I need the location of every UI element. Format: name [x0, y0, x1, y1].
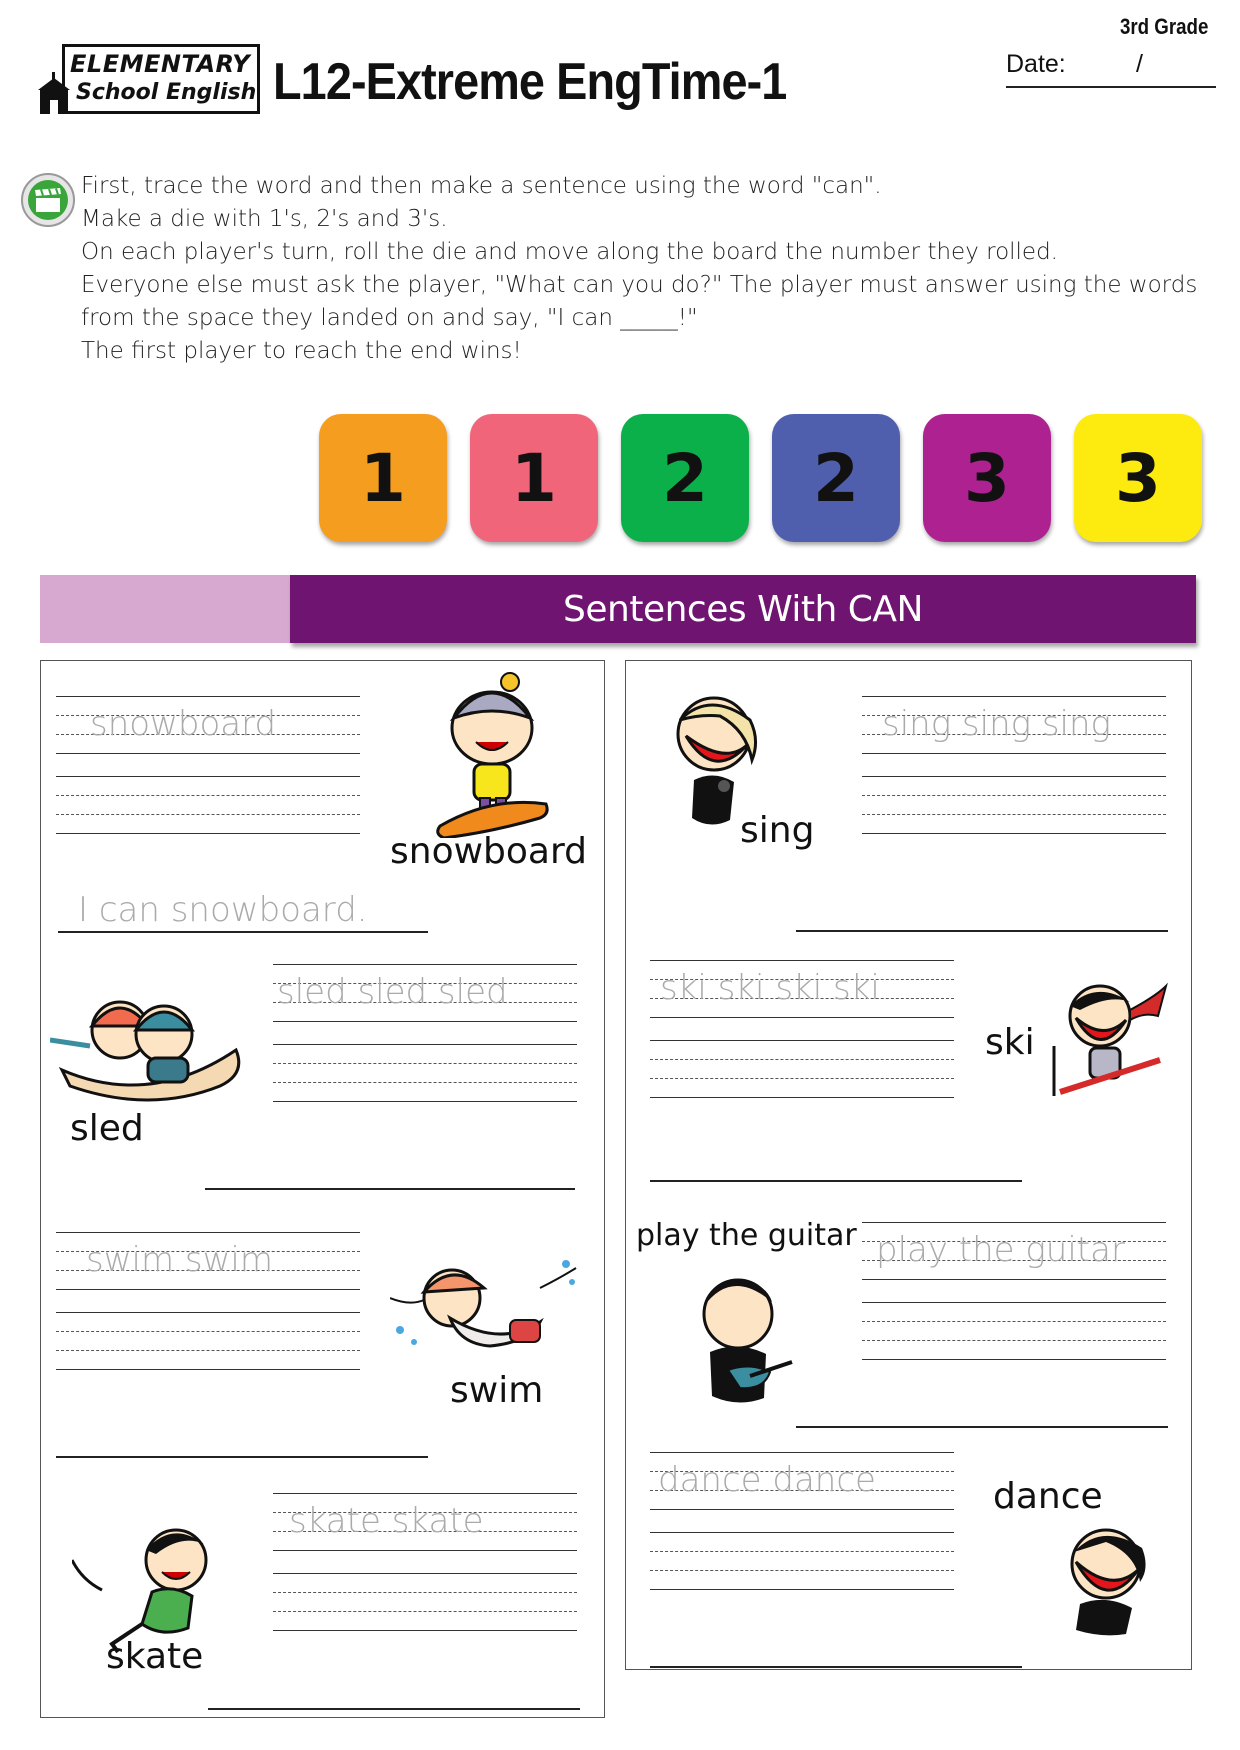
writing-lines-snowboard[interactable]	[56, 696, 360, 856]
trace-word: snowboard	[90, 704, 277, 744]
activity-label: dance	[993, 1476, 1103, 1517]
die-face: 3	[1074, 414, 1202, 542]
die-face: 2	[772, 414, 900, 542]
snowboarder-illustration	[432, 668, 552, 838]
instructions	[81, 170, 1231, 368]
writing-lines-sing[interactable]	[862, 696, 1166, 856]
instruction-line: First, trace the word and then make a sentence using the word "can".	[81, 173, 882, 199]
instruction-line: Everyone else must ask the player, "What can you do?" The player must answer using the words	[81, 272, 1198, 298]
instruction-line: On each player's turn, roll the die and move along the board the number they rolled.	[81, 239, 1058, 265]
trace-word: ski ski ski ski	[660, 968, 880, 1008]
die-face: 1	[319, 414, 447, 542]
activity-label: ski	[985, 1022, 1035, 1063]
swimmer-illustration	[390, 1258, 580, 1358]
answer-line[interactable]	[650, 1666, 1022, 1668]
die-face: 3	[923, 414, 1051, 542]
singer-illustration	[660, 690, 770, 830]
section-title: Sentences With CAN	[563, 588, 923, 630]
date-separator: /	[1136, 50, 1143, 78]
answer-line[interactable]	[796, 1426, 1168, 1428]
writing-lines-swim[interactable]	[56, 1232, 360, 1392]
instruction-line: from the space they landed on and say, "I can _____!"	[81, 305, 698, 331]
clapperboard-icon	[20, 172, 76, 228]
example-sentence: I can snowboard.	[78, 890, 368, 930]
trace-word: dance dance	[658, 1460, 876, 1500]
date-label: Date:	[1006, 50, 1066, 78]
answer-line[interactable]	[796, 930, 1168, 932]
writing-lines-dance[interactable]	[650, 1452, 954, 1612]
grade-label: 3rd Grade	[1120, 14, 1209, 39]
skier-illustration	[1040, 976, 1170, 1106]
writing-lines-sled[interactable]	[273, 964, 577, 1124]
banner-accent	[40, 575, 290, 643]
activity-label: snowboard	[390, 831, 587, 872]
trace-word: sled sled sled	[277, 972, 508, 1012]
answer-line[interactable]	[205, 1188, 575, 1190]
writing-lines-skate[interactable]	[273, 1493, 577, 1653]
section-banner	[290, 575, 1196, 643]
sledding-illustration	[50, 990, 250, 1110]
school-building-icon	[34, 72, 74, 118]
answer-line[interactable]	[58, 931, 428, 933]
logo-line2: School English	[76, 80, 257, 105]
answer-line[interactable]	[56, 1456, 428, 1458]
activity-label: sing	[740, 810, 815, 851]
trace-word: skate skate	[289, 1501, 484, 1541]
activity-label: swim	[450, 1370, 544, 1411]
die-face: 1	[470, 414, 598, 542]
answer-line[interactable]	[208, 1708, 580, 1710]
guitarist-illustration	[680, 1266, 800, 1416]
logo-line1: ELEMENTARY	[70, 50, 251, 78]
instruction-line: Make a die with 1's, 2's and 3's.	[81, 206, 448, 232]
activity-label: sled	[70, 1108, 144, 1149]
activity-label: play the guitar	[636, 1218, 857, 1253]
answer-line[interactable]	[650, 1180, 1022, 1182]
instruction-line: The first player to reach the end wins!	[81, 338, 522, 364]
activity-label: skate	[106, 1636, 204, 1677]
writing-lines-guitar[interactable]	[862, 1222, 1166, 1382]
date-line[interactable]	[1006, 86, 1216, 88]
dancer-illustration	[1046, 1518, 1166, 1638]
writing-lines-ski[interactable]	[650, 960, 954, 1120]
trace-word: swim swim	[86, 1240, 273, 1280]
page-title: L12-Extreme EngTime-1	[273, 53, 787, 111]
trace-word: sing sing sing	[882, 704, 1111, 744]
die-face: 2	[621, 414, 749, 542]
trace-word: play the guitar	[876, 1230, 1125, 1270]
